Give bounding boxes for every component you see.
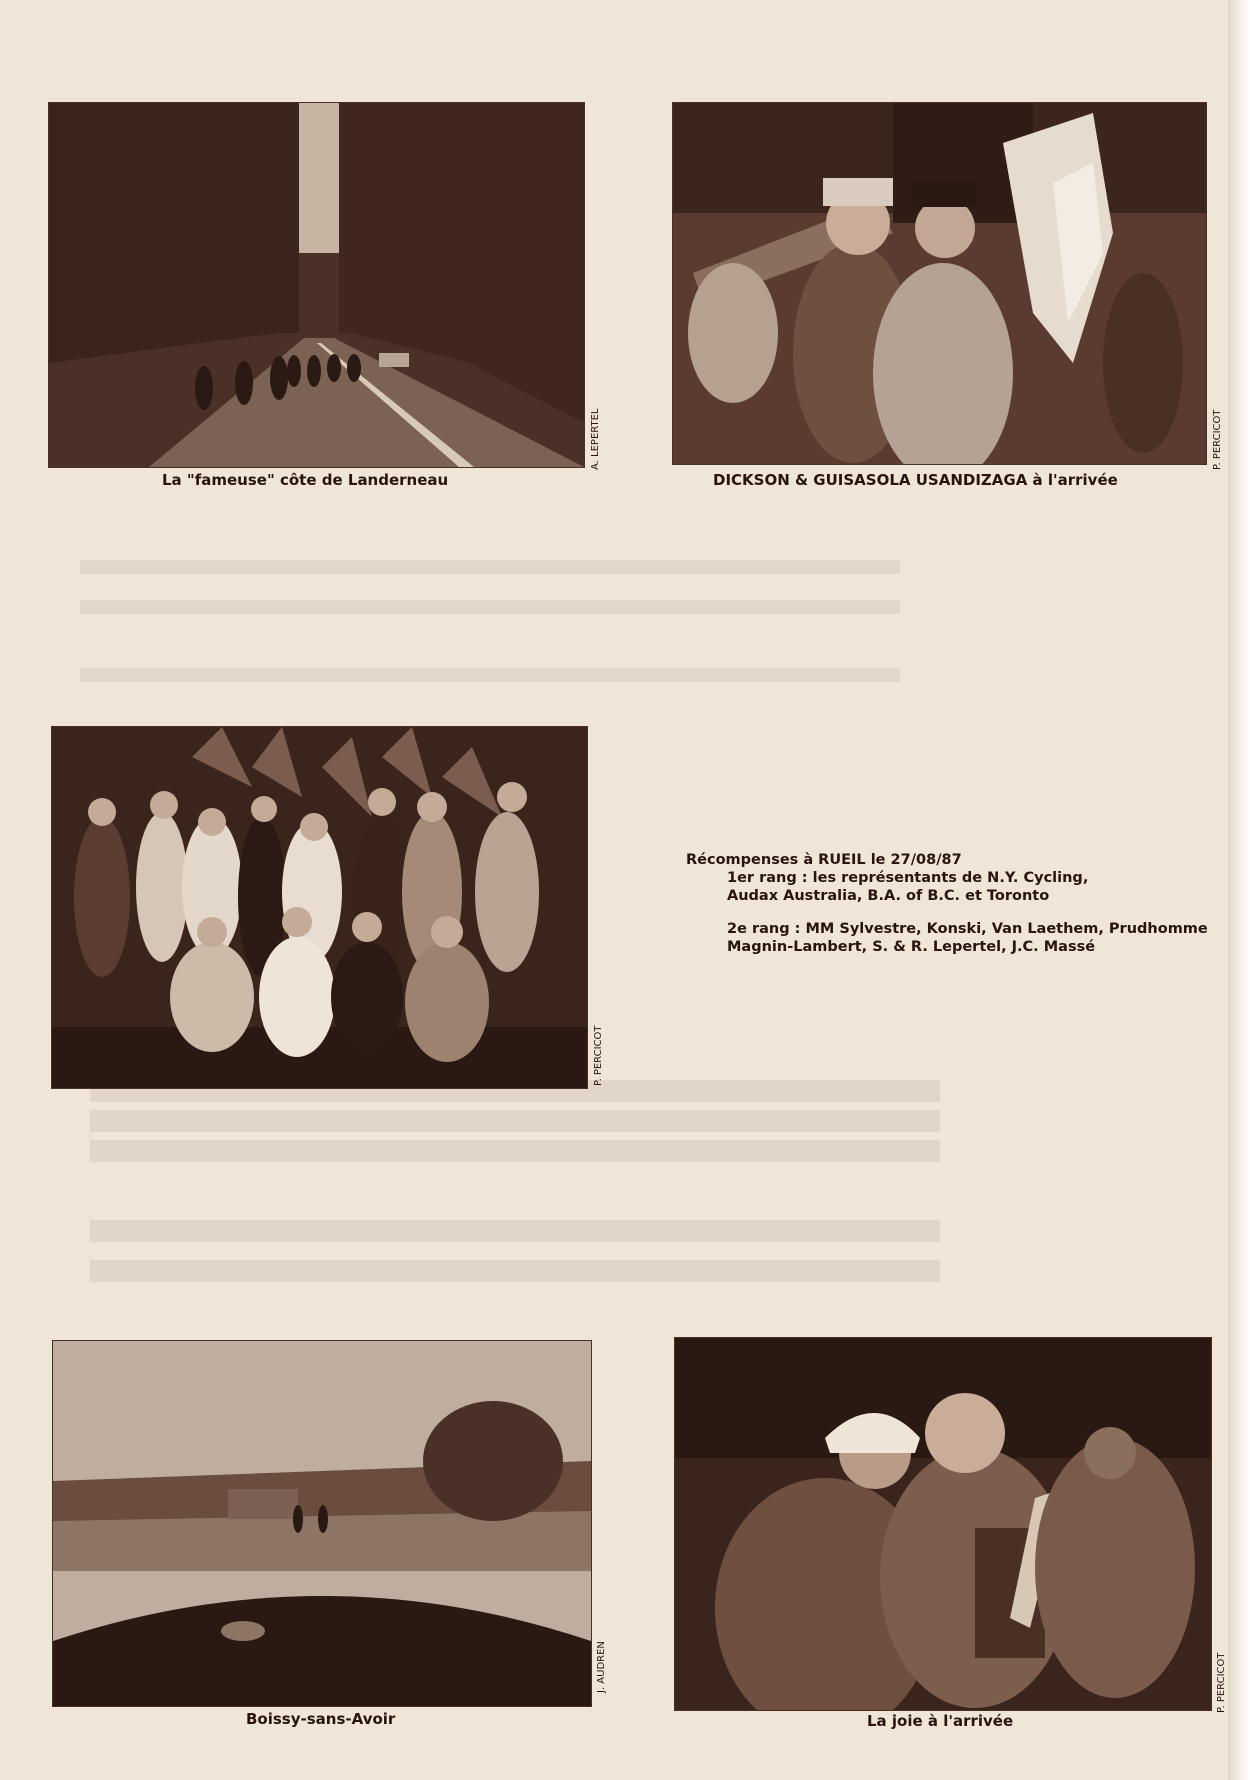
photo-joie: [675, 1338, 1211, 1710]
rueil-caption-line3: 2e rang : MM Sylvestre, Konski, Van Laethem, Prudhomme: [727, 921, 1208, 937]
photo-rueil: [52, 727, 587, 1088]
caption-landerneau: La "fameuse" côte de Landerneau: [162, 471, 449, 489]
photo-dickson: [673, 103, 1206, 464]
credit-dickson: P. PERCICOT: [1212, 409, 1223, 470]
credit-rueil: P. PERCICOT: [593, 1025, 604, 1086]
rueil-caption: [620, 851, 1208, 956]
caption-dickson: DICKSON & GUISASOLA USANDIZAGA à l'arrivée: [713, 471, 1118, 489]
credit-landerneau: A. LEPERTEL: [590, 408, 601, 470]
page-edge: [1228, 0, 1250, 1780]
rueil-caption-line2: Audax Australia, B.A. of B.C. et Toronto: [727, 888, 1050, 904]
photo-boissy: [53, 1341, 591, 1706]
rueil-caption-line4: Magnin-Lambert, S. & R. Lepertel, J.C. Massé: [727, 939, 1096, 955]
credit-boissy: J. AUDREN: [596, 1641, 607, 1693]
rueil-caption-line1: 1er rang : les représentants de N.Y. Cycling,: [727, 870, 1089, 886]
credit-joie: P. PERCICOT: [1216, 1652, 1227, 1713]
photo-landerneau: [49, 103, 584, 467]
caption-joie: La joie à l'arrivée: [867, 1712, 1014, 1730]
caption-boissy: Boissy-sans-Avoir: [246, 1710, 396, 1728]
rueil-caption-title: Récompenses à RUEIL le 27/08/87: [686, 852, 962, 868]
